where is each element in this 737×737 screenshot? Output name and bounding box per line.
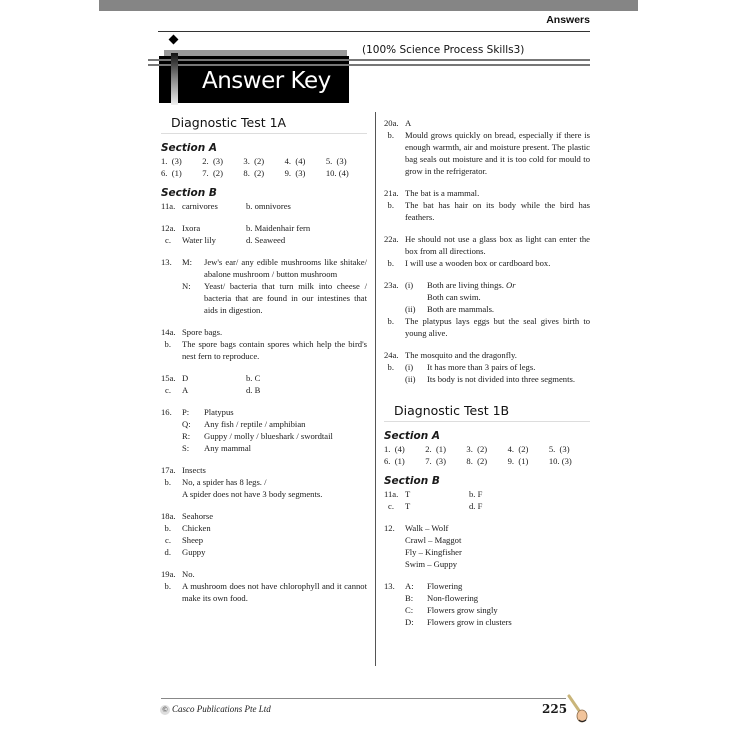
answer-text: b. omnivores <box>246 201 291 211</box>
question-number: 20a. <box>384 118 399 128</box>
question-number: 24a. <box>384 350 399 360</box>
section-heading: Section B <box>384 475 440 487</box>
answer-text: The bat has hair on its body while the bird has feathers. <box>405 200 590 222</box>
sub-label: (i) <box>405 362 414 372</box>
sub-label: b. <box>387 316 394 326</box>
mc-answer: 8. (2) <box>243 168 265 178</box>
answer-text: The platypus lays eggs but the seal gives birth to young alive. <box>405 316 590 338</box>
question-number: 13. <box>161 257 172 267</box>
question-number: 15a. <box>161 373 176 383</box>
question-17 <box>161 464 367 500</box>
question-18 <box>161 510 367 558</box>
question-24 <box>384 349 590 385</box>
question-number: 19a. <box>161 569 176 579</box>
page-title: Answer Key <box>202 68 331 94</box>
sub-label: (i) <box>405 280 414 290</box>
mc-answer: 1. (3) <box>161 156 182 166</box>
answer-text: I will use a wooden box or cardboard box. <box>405 258 551 268</box>
question-12 <box>161 222 367 246</box>
answer-text: Seahorse <box>182 511 214 521</box>
answer-text: D <box>182 373 189 383</box>
answer-text: T <box>405 489 411 499</box>
right-column <box>384 117 590 628</box>
sub-label: b. <box>387 258 394 268</box>
question-23 <box>384 279 590 339</box>
page-number: 225 <box>542 702 568 716</box>
mc-answer: 6. (1) <box>161 168 182 178</box>
copyright-notice <box>160 704 271 715</box>
mc-answer: 4. (2) <box>507 444 529 454</box>
mc-answer: 10. (3) <box>548 456 572 466</box>
sub-label: (ii) <box>405 374 416 384</box>
mc-answer: 7. (2) <box>202 168 223 178</box>
sub-label: b. <box>164 523 171 533</box>
answer-text: Ixora <box>182 223 201 233</box>
question-number: 18a. <box>161 511 176 521</box>
answer-text: Insects <box>182 465 206 475</box>
mc-answer: 9. (1) <box>507 456 529 466</box>
question-number: 12a. <box>161 223 176 233</box>
running-head: Answers <box>546 14 590 26</box>
question-number: 14a. <box>161 327 176 337</box>
mc-answer: 10. (4) <box>325 168 349 178</box>
question-21 <box>384 187 590 223</box>
sub-label: b. <box>164 477 171 487</box>
answer-text: b. C <box>246 373 261 383</box>
question-19 <box>161 568 367 604</box>
answer-text: Jew's ear/ any edible mushrooms like shitake/ abalone mushroom / button mushroom <box>204 257 367 279</box>
pointing-hand-icon <box>566 694 590 724</box>
answer-text: The mosquito and the dragonfly. <box>405 350 517 360</box>
question-13 <box>161 256 367 316</box>
question-20 <box>384 117 590 177</box>
question-number: 22a. <box>384 234 399 244</box>
test-title: Diagnostic Test 1A <box>161 117 367 134</box>
answer-text: Guppy / molly / blueshark / swordtail <box>204 431 333 441</box>
question-number: 11a. <box>161 201 176 211</box>
sub-label: c. <box>388 501 394 511</box>
sub-label: c. <box>165 385 171 395</box>
answer-text: The bat is a mammal. <box>405 188 480 198</box>
answer-text: Yeast/ bacteria that turn milk into cheese / bacteria that are found in our intestines that aids in digestion. <box>204 281 367 315</box>
sub-label: P: <box>182 407 190 417</box>
sub-label: M: <box>182 257 193 267</box>
answer-text: Any mammal <box>204 443 252 453</box>
answer-text: Chicken <box>182 523 211 533</box>
mc-answer: 3. (2) <box>243 156 265 166</box>
question-16 <box>161 406 367 454</box>
sub-label: (ii) <box>405 304 416 314</box>
sub-label: b. <box>387 130 394 140</box>
answer-text: Any fish / reptile / amphibian <box>204 419 306 429</box>
diamond-icon <box>169 35 179 45</box>
sub-label: S: <box>182 443 190 453</box>
answer-text: Its body is not divided into three segments. <box>427 374 575 384</box>
sub-label: B: <box>405 593 414 603</box>
mc-answer: 8. (2) <box>466 456 488 466</box>
answer-text: Non-flowering <box>427 593 479 603</box>
mc-answer: 5. (3) <box>548 444 570 454</box>
column-divider <box>375 112 376 666</box>
answer-text: d. Seaweed <box>246 235 286 245</box>
answer-text: A spider does not have 3 body segments. <box>182 489 323 499</box>
sub-label: N: <box>182 281 191 291</box>
question-13b <box>384 580 590 628</box>
question-15 <box>161 372 367 396</box>
sub-label: d. <box>164 547 171 557</box>
footer-rule <box>161 698 566 699</box>
mc-answer: 2. (1) <box>425 444 446 454</box>
answer-text: No, a spider has 8 legs. / <box>182 477 267 487</box>
answer-text: Crawl – Maggot <box>405 535 462 545</box>
sub-label: D: <box>405 617 414 627</box>
publisher-name: Casco Publications Pte Ltd <box>172 704 271 714</box>
question-14 <box>161 326 367 362</box>
answer-text: b. Maidenhair fern <box>246 223 311 233</box>
mc-answer: 1. (4) <box>384 444 405 454</box>
answer-text: Platypus <box>204 407 234 417</box>
question-number: 12. <box>384 523 395 533</box>
answer-text: Swim – Guppy <box>405 559 458 569</box>
sub-label: b. <box>164 581 171 591</box>
answer-text: A <box>182 385 189 395</box>
answer-text: He should not use a glass box as light can enter the box from all directions. <box>405 234 590 256</box>
answer-text: carnivores <box>182 201 218 211</box>
answer-text: Mould grows quickly on bread, especially if there is enough warmth, air and moisture present. The plastic bag seals out moisture and it is too cold for mould to grow in the refrigerator. <box>405 130 590 176</box>
section-heading: Section B <box>161 187 217 199</box>
question-number: 21a. <box>384 188 399 198</box>
question-number: 11a. <box>384 489 399 499</box>
sub-label: c. <box>165 235 171 245</box>
top-banner-bar <box>99 0 638 11</box>
section-heading: Section A <box>161 142 217 154</box>
mc-row <box>161 167 367 179</box>
test-title: Diagnostic Test 1B <box>384 405 590 422</box>
mc-row <box>161 155 367 167</box>
answer-text: Both are mammals. <box>427 304 495 314</box>
answer-text: Flowers grow in clusters <box>427 617 512 627</box>
mc-row <box>384 443 590 455</box>
mc-answer: 6. (1) <box>384 456 405 466</box>
answer-text: d. B <box>246 385 261 395</box>
answer-text: Sheep <box>182 535 204 545</box>
question-number: 13. <box>384 581 395 591</box>
answer-text: d. F <box>469 501 483 511</box>
mc-answer: 2. (3) <box>202 156 223 166</box>
answer-text: Flowering <box>427 581 463 591</box>
answer-text: b. F <box>469 489 483 499</box>
mc-answer: 7. (3) <box>425 456 446 466</box>
sub-label: A: <box>405 581 414 591</box>
mc-answer: 4. (4) <box>284 156 306 166</box>
mc-row <box>384 455 590 467</box>
mc-answer: 3. (2) <box>466 444 488 454</box>
answer-text: Walk – Wolf <box>405 523 449 533</box>
answer-text: T <box>405 501 411 511</box>
answer-text: Spore bags. <box>182 327 223 337</box>
answer-text: It has more than 3 pairs of legs. <box>427 362 536 372</box>
question-12b <box>384 522 590 570</box>
answer-text: Both are living things. <box>427 280 504 290</box>
question-22 <box>384 233 590 269</box>
answer-text: Fly – Kingfisher <box>405 547 462 557</box>
question-number: 16. <box>161 407 172 417</box>
answer-text: A mushroom does not have chlorophyll and it cannot make its own food. <box>182 581 367 603</box>
gradient-bar <box>171 53 178 105</box>
mc-answer: 9. (3) <box>284 168 306 178</box>
section-heading: Section A <box>384 430 440 442</box>
title-rule-2 <box>148 64 590 66</box>
mc-answer: 5. (3) <box>325 156 347 166</box>
answer-text: A <box>405 118 412 128</box>
left-column <box>161 117 367 604</box>
sub-label: b. <box>387 200 394 210</box>
sub-label: C: <box>405 605 414 615</box>
question-11b <box>384 488 590 512</box>
sub-label: b. <box>164 339 171 349</box>
sub-label: b. <box>387 362 394 372</box>
answer-text: The spore bags contain spores which help the bird's nest fern to reproduce. <box>182 339 367 361</box>
book-subtitle: (100% Science Process Skills3) <box>362 44 525 56</box>
answer-text: Flowers grow singly <box>427 605 498 615</box>
answer-text: No. <box>182 569 195 579</box>
sub-label: R: <box>182 431 191 441</box>
answer-text: Both can swim. <box>427 292 481 302</box>
sub-label: Q: <box>182 419 191 429</box>
question-number: 23a. <box>384 280 399 290</box>
answer-text: Water lily <box>182 235 216 245</box>
question-11 <box>161 200 367 212</box>
or-word: Or <box>506 280 516 290</box>
copyright-icon: © <box>160 705 170 715</box>
answer-text: Guppy <box>182 547 206 557</box>
question-number: 17a. <box>161 465 176 475</box>
sub-label: c. <box>165 535 171 545</box>
header-rule <box>158 31 590 32</box>
title-rule-1 <box>148 59 590 61</box>
